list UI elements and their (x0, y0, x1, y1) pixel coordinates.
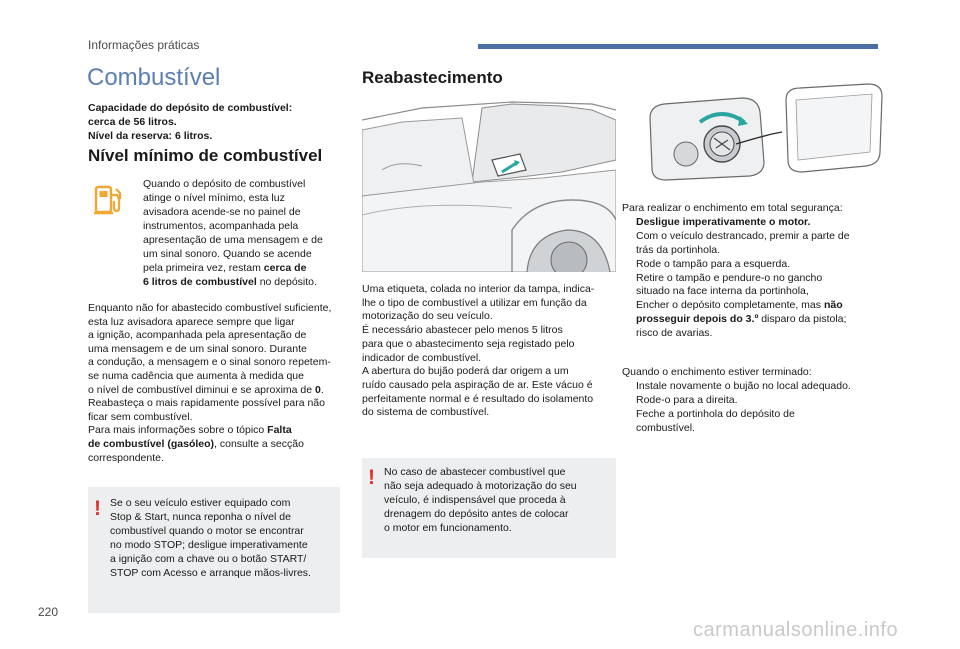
step-continuation: situado na face interna da portinhola, (636, 285, 809, 298)
bold-text: 0 (315, 383, 321, 396)
page-number: 220 (38, 605, 59, 619)
step-item (622, 394, 887, 408)
text-line: veículo, é indispensável que proceda à (384, 494, 566, 506)
step-item (622, 258, 887, 272)
text-line: combustível quando o motor se encontrar (110, 525, 304, 537)
capacity-line: Capacidade do depósito de combustível: (88, 102, 293, 114)
text-line: uma mensagem e de um sinal sonoro. Durante (88, 342, 307, 355)
text-span: Encher o depósito completamente, mas (636, 299, 824, 312)
text-line: Uma etiqueta, colada no interior da tampa, indica- (362, 283, 595, 295)
text-span: Rode o tampão para a esquerda. (636, 257, 791, 270)
text-line (88, 438, 343, 452)
capacity-line: Nível da reserva: 6 litros. (88, 130, 213, 142)
text-line: A abertura do bujão poderá dar origem a um (362, 365, 569, 378)
text-span: Para mais informações sobre o tópico (88, 424, 268, 437)
step-item (622, 272, 887, 286)
text-span: Feche a portinhola do depósito de (636, 407, 795, 420)
text-line: no modo STOP; desligue imperativamente (110, 539, 308, 551)
fuel-pump-icon (92, 183, 126, 217)
text-line (143, 275, 343, 289)
text-span: Com o veículo destrancado, premir a parte de (636, 229, 850, 242)
note-text (110, 496, 311, 580)
text-line: a condução, a mensagem e o sinal sonoro repetem- (88, 356, 331, 369)
text-span: Retire o tampão e pendure-o no gancho (636, 271, 823, 284)
step-continuation: risco de avarias. (636, 327, 713, 340)
bold-text: Desligue imperativamente o motor. (636, 215, 811, 228)
text-line: não seja adequado à motorização do seu (384, 480, 577, 492)
text-line: Quando o depósito de combustível (143, 178, 306, 190)
bold-text: prosseguir depois do 3.º (636, 313, 759, 326)
text-span: Instale novamente o bujão no local adequado. (636, 379, 851, 392)
text-span: Rode-o para a direita. (636, 393, 738, 406)
page-title: Combustível (87, 64, 221, 91)
text-line: Se o seu veículo estiver equipado com (110, 497, 291, 509)
text-line: Reabasteça o mais rapidamente possível para não (88, 397, 325, 410)
text-line (143, 261, 343, 275)
text-span: pela primeira vez, restam (143, 262, 264, 274)
text-line: perfeitamente normal e é resultado do isolamento (362, 392, 594, 405)
capacity-info (88, 101, 338, 143)
section-title-refuel: Reabastecimento (362, 68, 503, 87)
text-line: correspondente. (88, 451, 164, 464)
text-line: STOP com Acesso e arranque mãos-livres. (110, 567, 311, 579)
section-title-min-level: Nível mínimo de combustível (88, 146, 323, 165)
steps-intro: Quando o enchimento estiver terminado: (622, 366, 812, 378)
text-line (88, 384, 343, 398)
step-continuation: trás da portinhola. (636, 243, 721, 256)
text-line: esta luz avisadora aparece sempre que ligar (88, 315, 295, 328)
warning-exclamation-icon: ! (368, 466, 375, 489)
warning-exclamation-icon: ! (94, 497, 101, 520)
bold-text: cerca de (263, 262, 307, 274)
wrong-fuel-note (362, 458, 616, 558)
refuel-end-steps (622, 366, 887, 436)
text-line: atinge o nível mínimo, esta luz (143, 192, 285, 204)
text-line: Enquanto não for abastecido combustível suficiente, (88, 302, 332, 314)
text-span: o nível de combustível diminui e se aproxima de (88, 383, 316, 396)
text-span: , consulte a secção (214, 437, 304, 450)
bold-text: não (823, 299, 843, 312)
text-line: a ignição com a chave ou o botão START/ (110, 553, 307, 565)
text-line: Stop & Start, nunca reponha o nível de (110, 511, 291, 523)
text-line: do sistema de combustível. (362, 406, 490, 419)
watermark: carmanualsonline.info (693, 619, 899, 641)
step-item (622, 380, 887, 394)
refuel-steps (622, 202, 887, 341)
capacity-line: cerca de 56 litros. (88, 116, 177, 128)
text-line: apresentação de uma mensagem e de (143, 234, 323, 246)
note-text (384, 465, 577, 535)
steps-intro: Para realizar o enchimento em total segurança: (622, 202, 843, 214)
text-line: lhe o tipo de combustível a utilizar em função da (362, 296, 587, 309)
text-line: drenagem do depósito antes de colocar (384, 508, 569, 520)
text-line: a ignição, acompanhada pela apresentação de (88, 329, 307, 342)
refuel-paragraph (362, 283, 616, 420)
text-line: o motor em funcionamento. (384, 522, 512, 534)
step-item (622, 299, 887, 313)
car-rear-illustration (362, 100, 616, 272)
step-item (622, 216, 887, 230)
text-line: se numa cadência que aumenta à medida que (88, 369, 304, 382)
text-line: indicador de combustível. (362, 351, 482, 364)
low-fuel-body-paragraph (88, 302, 343, 465)
text-line: ruído causado pela aspiração de ar. Este vácuo é (362, 378, 593, 391)
step-item (622, 230, 887, 244)
text-line: avisadora acende-se no painel de (143, 206, 301, 218)
text-line: um sinal sonoro. Quando se acende (143, 248, 312, 260)
text-line (88, 424, 343, 438)
step-continuation: combustível. (636, 421, 695, 434)
bold-text: Falta (267, 424, 292, 437)
bold-text: de combustível (gasóleo) (88, 437, 215, 450)
warning-light-paragraph (143, 177, 343, 289)
text-line: No caso de abastecer combustível que (384, 466, 566, 478)
step-item (622, 408, 887, 422)
text-line: motorização do seu veículo. (362, 310, 493, 323)
stop-start-note (88, 487, 340, 613)
header-bar (478, 44, 878, 49)
text-line: para que o abastecimento seja registado pelo (362, 337, 575, 350)
text-span: no depósito. (256, 276, 317, 288)
bold-text: 6 litros de combustível (143, 276, 257, 288)
text-line: ficar sem combustível. (88, 410, 193, 423)
text-line: instrumentos, acompanhada pela (143, 220, 299, 232)
text-span: . (320, 383, 324, 396)
fuel-cap-illustration (636, 82, 884, 186)
header-section-label: Informações práticas (88, 38, 200, 52)
text-span: disparo da pistola; (758, 313, 847, 326)
text-line: É necessário abastecer pelo menos 5 litros (362, 324, 563, 337)
step-continuation (622, 313, 887, 327)
